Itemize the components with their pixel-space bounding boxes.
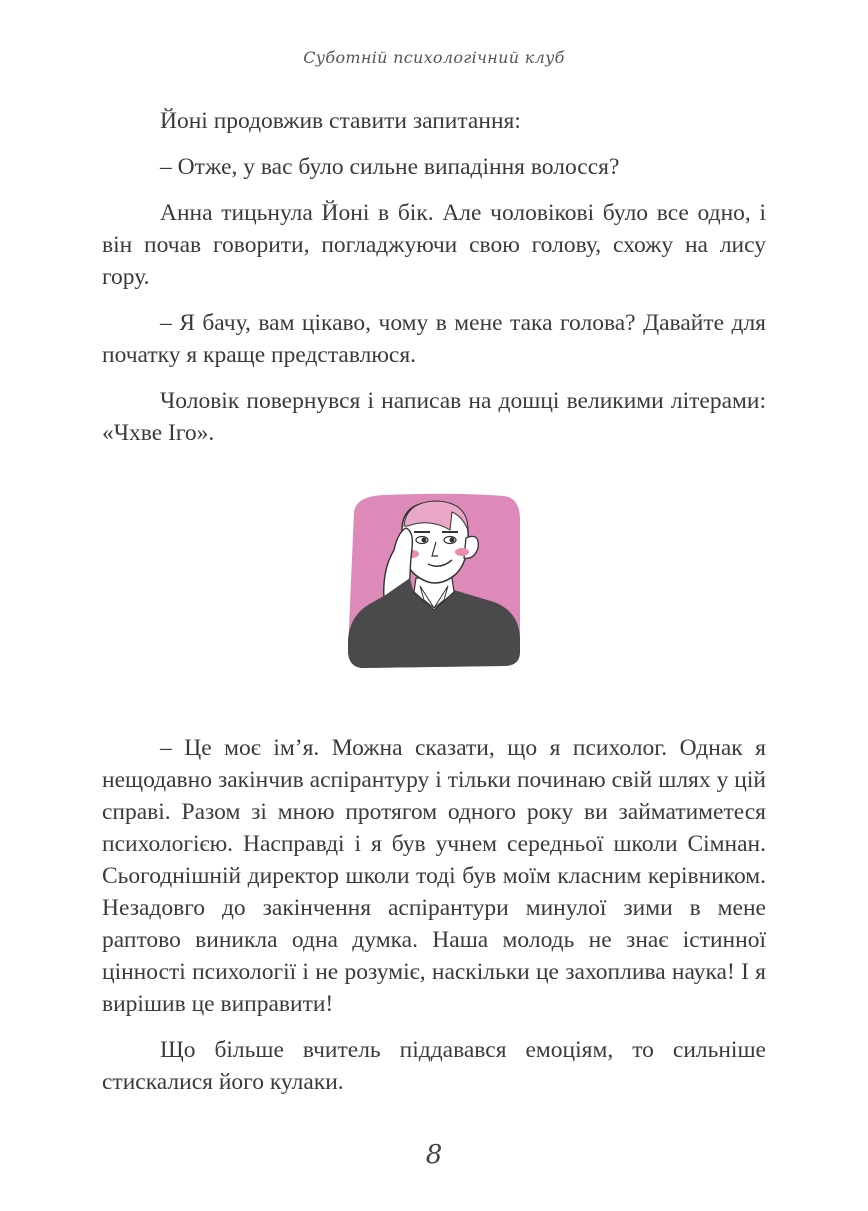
paragraph: – Я бачу, вам цікаво, чому в мене така голова? Давайте для початку я краще представлюся. [102, 310, 766, 368]
portrait-illustration-icon [344, 490, 524, 670]
text-block-top [102, 105, 766, 449]
paragraph: – Отже, у вас було сильне випадіння волосся? [160, 154, 620, 180]
paragraph: Анна тицьнула Йоні в бік. Але чоловікові було все одно, і він почав говорити, погладжуючи свою голову, схожу на лису гору. [102, 200, 766, 290]
running-head: Суботній психологічний клуб [303, 48, 565, 67]
paragraph: Що більше вчитель піддавався емоціям, то сильніше стискалися його кулаки. [102, 1037, 766, 1095]
page-number: 8 [425, 1140, 443, 1170]
text-block-bottom [102, 732, 766, 1098]
paragraph: – Це моє ім’я. Можна сказати, що я психолог. Однак я нещодавно закінчив аспірантуру і тільки починаю свій шлях у цій справі. Разом зі мною протягом одного року ви займатиметеся психологією. Насправді і я був учнем середньої школи Сімнан. Сьогоднішній директор школи тоді був моїм класним керівником. Незадовго до закінчення аспірантури минулої зими в мене раптово виникла одна думка. Наша молодь не знає істинної цінності психології і не розуміє, наскільки це захоплива наука! І я вирішив це виправити! [102, 735, 766, 1017]
illustration-man-touching-head [344, 490, 524, 670]
paragraph: Йоні продовжив ставити запитання: [160, 108, 521, 134]
paragraph: Чоловік повернувся і написав на дошці великими літерами: «Чхве Іго». [102, 388, 766, 446]
